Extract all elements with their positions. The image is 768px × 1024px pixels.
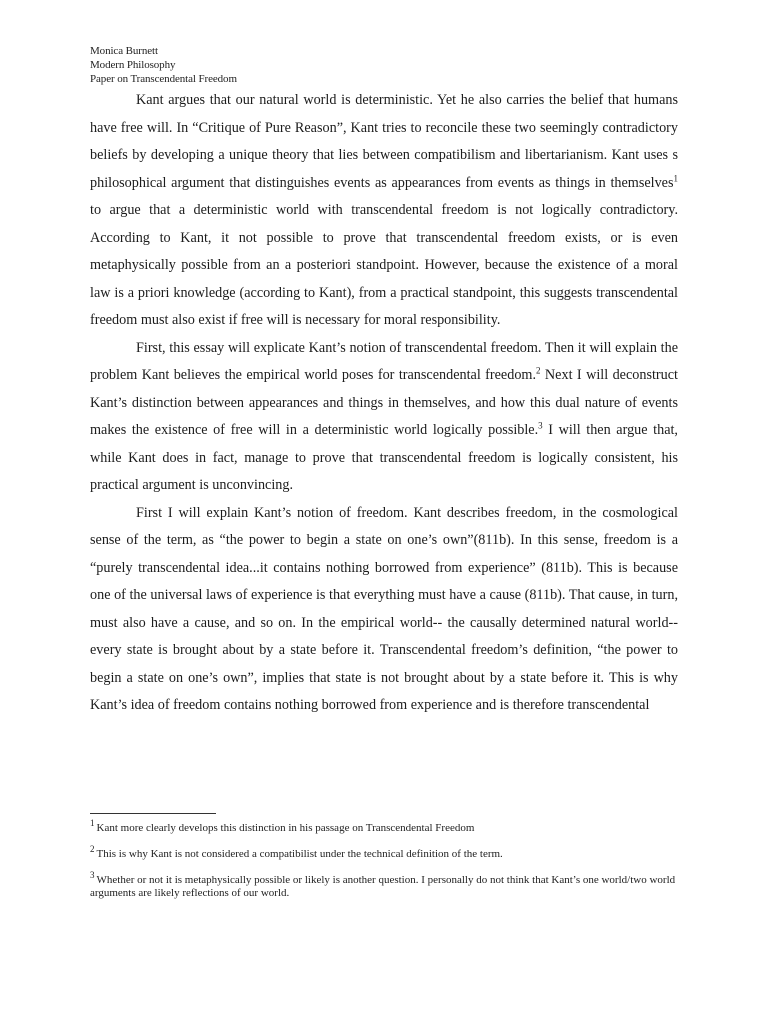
footnote-separator [90, 813, 216, 814]
paragraph-1: Kant argues that our natural world is deterministic. Yet he also carries the belief that humans have free will. In “Critique of Pure Reason”, Kant tries to reconcile these two seemingly contradictory beliefs by developing a unique theory that lies between compatibilism and libertarianism. Kant uses s philosophical argument that distinguishes events as appearances from events as things in themselves$^1$ to argue that a deterministic world with transcendental freedom is not logically contradictory. According to Kant, it not possible to prove that transcendental freedom exists, or is even metaphysically possible from an a posteriori standpoint. However, because the existence of a moral law is a priori knowledge (according to Kant), from a practical standpoint, this suggests transcendental freedom must also exist if free will is necessary for moral responsibility. [90, 92, 678, 328]
author-name: Monica Burnett [90, 45, 158, 57]
paper-title: Paper on Transcendental Freedom [90, 73, 237, 85]
footnote-2: $^2$ This is why Kant is not considered a compatibilist under the technical definition of the term. [90, 844, 503, 860]
course-name: Modern Philosophy [90, 59, 176, 71]
footnote-ref-2: 2 [536, 365, 541, 376]
paragraph-3: First I will explain Kant’s notion of freedom. Kant describes freedom, in the cosmological sense of the term, as “the power to begin a state on one’s own”(811b). In this sense, freedom is a “purely transcendental idea...it contains nothing borrowed from experience” (811b). This is because one of the universal laws of experience is that everything must have a cause (811b). That cause, in turn, must also have a cause, and so on. In the empirical world-- the causally determined natural world-- every state is brought about by a state before it. Transcendental freedom’s definition, “the power to begin a state on one’s own”, implies that state is not brought about by a state before it. This is why Kant’s idea of freedom contains nothing borrowed from experience and is therefore transcendental [90, 504, 678, 713]
footnotes [90, 818, 678, 913]
document-header [90, 44, 237, 86]
paragraph-2: First, this essay will explicate Kant’s notion of transcendental freedom. Then it will explain the problem Kant believes the empirical world poses for transcendental freedom.$^2$ Next I will deconstruct Kant’s distinction between appearances and things in themselves, and how this dual nature of events makes the existence of free will in a deterministic world logically possible.$^3$ I will then argue that, while Kant does in fact, manage to prove that transcendental freedom is logically consistent, his practical argument is unconvincing. [90, 339, 678, 493]
footnote-3: $^3$ Whether or not it is metaphysically possible or likely is another question. I personally do not think that Kant’s one world/two world arguments are likely reflections of our world. [90, 870, 676, 899]
footnote-ref-3: 3 [538, 420, 543, 431]
footnote-ref-1: 1 [673, 172, 678, 183]
essay-body [90, 87, 678, 720]
footnote-1: $^1$ Kant more clearly develops this distinction in his passage on Transcendental Freedom [90, 818, 475, 834]
